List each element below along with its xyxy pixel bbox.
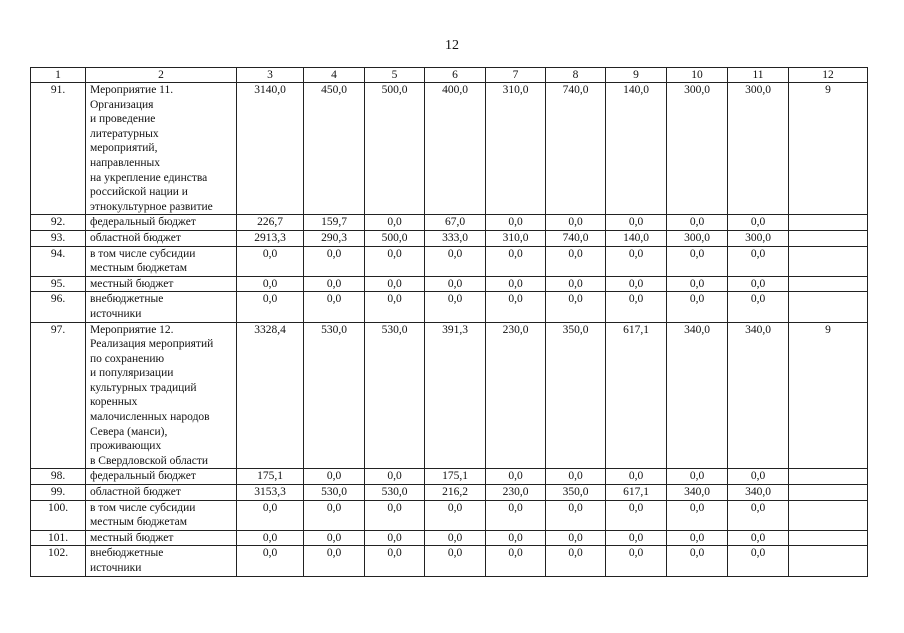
value-cell: 310,0 (486, 83, 546, 215)
value-cell: 140,0 (606, 83, 667, 215)
item-name-line: малочисленных народов (90, 411, 210, 424)
value-cell: 0,0 (667, 469, 728, 485)
item-name-line: источники (90, 307, 142, 320)
table-row (31, 246, 868, 276)
item-name-line: направленных (90, 156, 161, 169)
value-cell: 0,0 (486, 276, 546, 292)
column-number: 10 (667, 68, 728, 83)
value-cell: 0,0 (425, 276, 486, 292)
value-cell: 3153,3 (237, 485, 304, 501)
row-number-cell: 94. (31, 246, 86, 276)
value-cell: 300,0 (667, 230, 728, 246)
value-cell: 0,0 (486, 530, 546, 546)
value-cell: 530,0 (365, 485, 425, 501)
column-number: 6 (425, 68, 486, 83)
table-row (31, 485, 868, 501)
value-cell: 300,0 (728, 83, 789, 215)
column-number: 5 (365, 68, 425, 83)
item-name-line: российской нации и (90, 186, 188, 199)
value-cell: 0,0 (728, 546, 789, 576)
item-name-line: местным бюджетам (90, 516, 187, 529)
item-name-line: местный бюджет (90, 277, 174, 290)
column-number: 12 (789, 68, 868, 83)
table-row (31, 276, 868, 292)
item-name-line: этнокультурное развитие (90, 200, 213, 213)
reference-cell (789, 230, 868, 246)
value-cell: 0,0 (237, 276, 304, 292)
item-name-cell (86, 83, 237, 215)
column-number: 7 (486, 68, 546, 83)
value-cell: 350,0 (546, 485, 606, 501)
item-name-cell (86, 546, 237, 576)
table-row (31, 292, 868, 322)
item-name-line: областной бюджет (90, 231, 181, 244)
value-cell: 740,0 (546, 83, 606, 215)
value-cell: 0,0 (728, 530, 789, 546)
value-cell: 3328,4 (237, 322, 304, 469)
table-row (31, 530, 868, 546)
value-cell: 0,0 (606, 500, 667, 530)
reference-cell (789, 469, 868, 485)
item-name-line: мероприятий, (90, 142, 158, 155)
page-number: 12 (445, 38, 459, 53)
value-cell: 0,0 (728, 292, 789, 322)
item-name-line: областной бюджет (90, 486, 181, 499)
item-name-line: внебюджетные (90, 547, 164, 560)
value-cell: 0,0 (546, 530, 606, 546)
value-cell: 0,0 (365, 215, 425, 231)
item-name-line: и проведение (90, 113, 156, 126)
item-name-cell (86, 322, 237, 469)
value-cell: 0,0 (425, 546, 486, 576)
value-cell: 230,0 (486, 322, 546, 469)
value-cell: 0,0 (486, 469, 546, 485)
value-cell: 617,1 (606, 485, 667, 501)
row-number-cell: 92. (31, 215, 86, 231)
item-name-line: литературных (90, 127, 159, 140)
value-cell: 0,0 (546, 276, 606, 292)
item-name-line: Организация (90, 98, 154, 111)
value-cell: 500,0 (365, 230, 425, 246)
row-number-cell: 95. (31, 276, 86, 292)
item-name-line: местным бюджетам (90, 262, 187, 275)
value-cell: 740,0 (546, 230, 606, 246)
value-cell: 0,0 (365, 500, 425, 530)
item-name-cell (86, 230, 237, 246)
value-cell: 0,0 (606, 292, 667, 322)
value-cell: 0,0 (546, 546, 606, 576)
reference-cell (789, 215, 868, 231)
item-name-line: местный бюджет (90, 531, 174, 544)
value-cell: 500,0 (365, 83, 425, 215)
item-name-line: в том числе субсидии (90, 247, 196, 260)
table-row (31, 230, 868, 246)
item-name-line: и популяризации (90, 367, 174, 380)
column-number: 2 (86, 68, 237, 83)
value-cell: 0,0 (667, 546, 728, 576)
value-cell: 0,0 (667, 215, 728, 231)
value-cell: 0,0 (237, 500, 304, 530)
value-cell: 0,0 (425, 292, 486, 322)
item-name-line: федеральный бюджет (90, 216, 196, 229)
item-name-cell (86, 215, 237, 231)
column-number: 4 (304, 68, 365, 83)
value-cell: 340,0 (667, 485, 728, 501)
row-number-cell: 100. (31, 500, 86, 530)
value-cell: 340,0 (728, 322, 789, 469)
value-cell: 0,0 (606, 276, 667, 292)
item-name-line: коренных (90, 396, 138, 409)
table-row (31, 322, 868, 469)
value-cell: 0,0 (606, 469, 667, 485)
value-cell: 0,0 (667, 276, 728, 292)
value-cell: 0,0 (728, 500, 789, 530)
value-cell: 340,0 (667, 322, 728, 469)
value-cell: 0,0 (486, 246, 546, 276)
value-cell: 0,0 (237, 546, 304, 576)
value-cell: 0,0 (425, 500, 486, 530)
value-cell: 0,0 (606, 546, 667, 576)
value-cell: 0,0 (365, 469, 425, 485)
value-cell: 0,0 (546, 292, 606, 322)
row-number-cell: 99. (31, 485, 86, 501)
value-cell: 0,0 (304, 500, 365, 530)
value-cell: 175,1 (425, 469, 486, 485)
column-number: 3 (237, 68, 304, 83)
value-cell: 0,0 (237, 292, 304, 322)
value-cell: 0,0 (365, 276, 425, 292)
item-name-line: культурных традиций (90, 381, 197, 394)
value-cell: 0,0 (606, 215, 667, 231)
item-name-line: источники (90, 562, 142, 574)
value-cell: 0,0 (304, 292, 365, 322)
item-name-cell (86, 530, 237, 546)
item-name-line: Севера (манси), (90, 425, 168, 438)
value-cell: 0,0 (365, 292, 425, 322)
value-cell: 0,0 (546, 469, 606, 485)
value-cell: 400,0 (425, 83, 486, 215)
item-name-cell (86, 292, 237, 322)
reference-cell (789, 485, 868, 501)
item-name-cell (86, 469, 237, 485)
value-cell: 0,0 (546, 500, 606, 530)
item-name-cell (86, 276, 237, 292)
table-row (31, 546, 868, 576)
item-name-line: на укрепление единства (90, 171, 208, 184)
value-cell: 0,0 (667, 530, 728, 546)
value-cell: 0,0 (365, 530, 425, 546)
row-number-cell: 97. (31, 322, 86, 469)
item-name-line: федеральный бюджет (90, 470, 196, 483)
value-cell: 310,0 (486, 230, 546, 246)
item-name-cell (86, 500, 237, 530)
reference-cell (789, 276, 868, 292)
column-number: 8 (546, 68, 606, 83)
value-cell: 0,0 (365, 246, 425, 276)
reference-cell (789, 246, 868, 276)
item-name-line: в том числе субсидии (90, 501, 196, 514)
value-cell: 226,7 (237, 215, 304, 231)
column-number-row (31, 68, 868, 83)
value-cell: 0,0 (486, 546, 546, 576)
value-cell: 350,0 (546, 322, 606, 469)
row-number-cell: 96. (31, 292, 86, 322)
item-name-cell (86, 246, 237, 276)
value-cell: 0,0 (486, 292, 546, 322)
value-cell: 530,0 (365, 322, 425, 469)
value-cell: 0,0 (304, 530, 365, 546)
value-cell: 0,0 (667, 246, 728, 276)
reference-cell (789, 530, 868, 546)
value-cell: 216,2 (425, 485, 486, 501)
value-cell: 0,0 (365, 546, 425, 576)
value-cell: 0,0 (486, 500, 546, 530)
table-row (31, 83, 868, 215)
value-cell: 617,1 (606, 322, 667, 469)
row-number-cell: 102. (31, 546, 86, 576)
value-cell: 0,0 (606, 530, 667, 546)
value-cell: 290,3 (304, 230, 365, 246)
value-cell: 230,0 (486, 485, 546, 501)
column-number: 9 (606, 68, 667, 83)
value-cell: 0,0 (237, 530, 304, 546)
row-number-cell: 98. (31, 469, 86, 485)
row-number-cell: 93. (31, 230, 86, 246)
value-cell: 0,0 (486, 215, 546, 231)
row-number-cell: 91. (31, 83, 86, 215)
value-cell: 530,0 (304, 322, 365, 469)
value-cell: 450,0 (304, 83, 365, 215)
value-cell: 0,0 (728, 246, 789, 276)
item-name-line: Реализация мероприятий (90, 338, 214, 351)
reference-cell (789, 500, 868, 530)
reference-cell: 9 (789, 83, 868, 215)
table-row (31, 469, 868, 485)
item-name-line: проживающих (90, 440, 162, 453)
value-cell: 0,0 (546, 246, 606, 276)
column-number: 11 (728, 68, 789, 83)
value-cell: 0,0 (606, 246, 667, 276)
value-cell: 0,0 (728, 276, 789, 292)
table-body (31, 68, 868, 577)
reference-cell (789, 292, 868, 322)
value-cell: 333,0 (425, 230, 486, 246)
value-cell: 0,0 (304, 276, 365, 292)
value-cell: 0,0 (546, 215, 606, 231)
item-name-line: по сохранению (90, 352, 165, 365)
value-cell: 530,0 (304, 485, 365, 501)
value-cell: 391,3 (425, 322, 486, 469)
table-row (31, 215, 868, 231)
value-cell: 340,0 (728, 485, 789, 501)
reference-cell: 9 (789, 322, 868, 469)
value-cell: 0,0 (425, 246, 486, 276)
value-cell: 0,0 (304, 246, 365, 276)
item-name-line: Мероприятие 11. (90, 84, 174, 96)
budget-table (30, 67, 868, 577)
value-cell: 0,0 (237, 246, 304, 276)
item-name-line: Мероприятие 12. (90, 323, 174, 336)
row-number-cell: 101. (31, 530, 86, 546)
value-cell: 0,0 (304, 546, 365, 576)
value-cell: 300,0 (728, 230, 789, 246)
value-cell: 2913,3 (237, 230, 304, 246)
value-cell: 0,0 (667, 292, 728, 322)
value-cell: 67,0 (425, 215, 486, 231)
value-cell: 0,0 (728, 469, 789, 485)
table-row (31, 500, 868, 530)
item-name-line: в Свердловской области (90, 454, 209, 467)
value-cell: 0,0 (667, 500, 728, 530)
item-name-cell (86, 485, 237, 501)
value-cell: 0,0 (728, 215, 789, 231)
value-cell: 175,1 (237, 469, 304, 485)
value-cell: 0,0 (425, 530, 486, 546)
value-cell: 0,0 (304, 469, 365, 485)
value-cell: 300,0 (667, 83, 728, 215)
value-cell: 159,7 (304, 215, 365, 231)
value-cell: 3140,0 (237, 83, 304, 215)
value-cell: 140,0 (606, 230, 667, 246)
reference-cell (789, 546, 868, 576)
column-number: 1 (31, 68, 86, 83)
item-name-line: внебюджетные (90, 293, 164, 306)
